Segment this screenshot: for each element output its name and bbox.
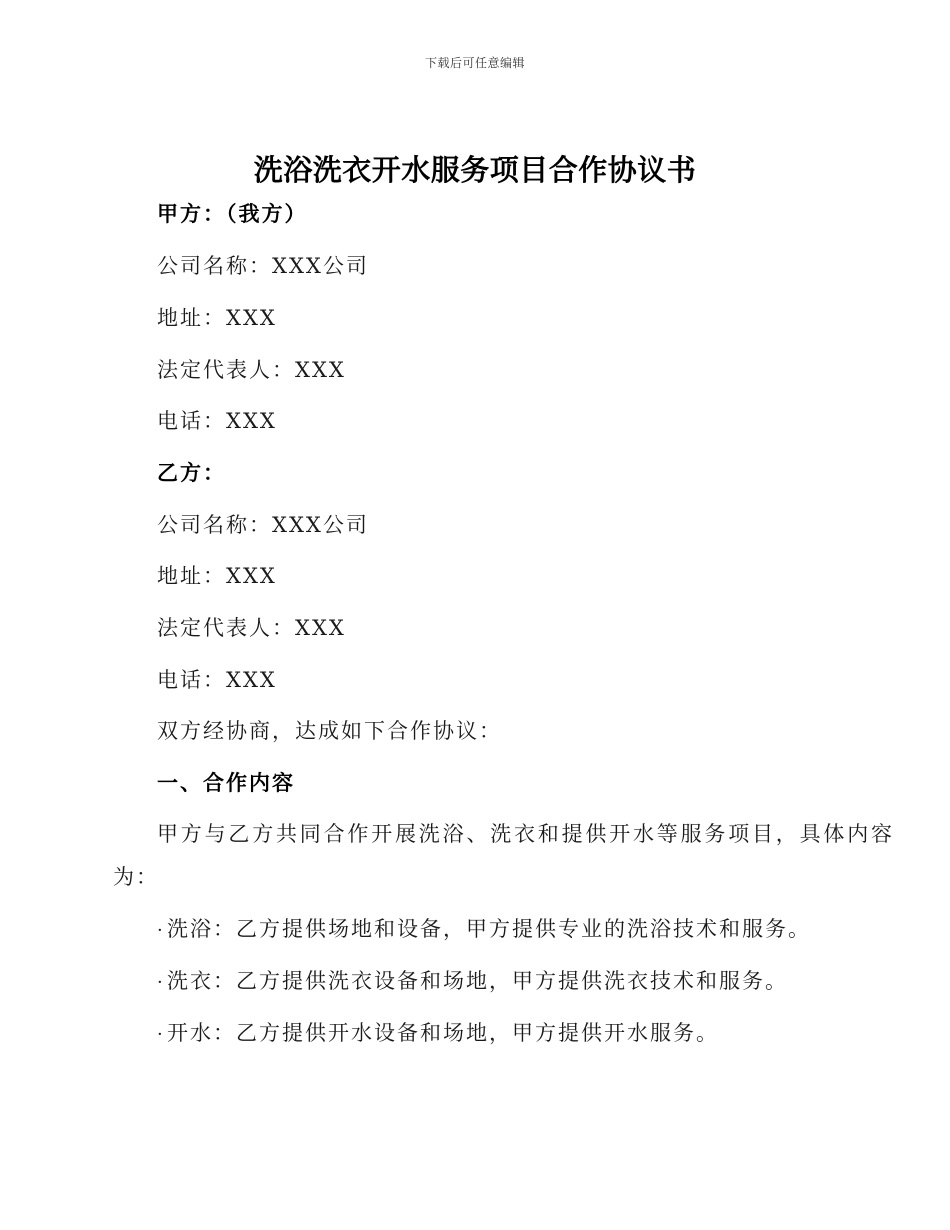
- list-item: [157, 1017, 719, 1047]
- party-b-phone: 电话：XXX: [157, 668, 277, 692]
- bullet-icon: ·: [157, 972, 165, 993]
- party-b-legal-rep: 法定代表人：XXX: [157, 616, 346, 640]
- list-item-text: 洗浴：乙方提供场地和设备，甲方提供专业的洗浴技术和服务。: [167, 917, 811, 941]
- agreement-intro: 双方经协商，达成如下合作协议：: [157, 719, 502, 743]
- section-heading: 一、合作内容: [157, 771, 295, 795]
- party-a-company-name: 公司名称：XXX公司: [157, 254, 369, 278]
- document-title: 洗浴洗衣开水服务项目合作协议书: [253, 153, 697, 187]
- list-item: [157, 913, 811, 943]
- bullet-icon: ·: [157, 1024, 165, 1045]
- party-a-address: 地址：XXX: [157, 306, 277, 330]
- party-b-company-name: 公司名称：XXX公司: [157, 513, 369, 537]
- party-b-address: 地址：XXX: [157, 564, 277, 588]
- party-b-heading: 乙方：: [157, 461, 226, 485]
- section-paragraph-line-2: 为：: [113, 865, 159, 889]
- party-a-heading: 甲方：（我方）: [157, 202, 308, 226]
- header-note: 下载后可任意编辑: [424, 56, 525, 70]
- bullet-icon: ·: [157, 920, 165, 941]
- list-item: [157, 965, 788, 995]
- list-item-text: 洗衣：乙方提供洗衣设备和场地，甲方提供洗衣技术和服务。: [167, 969, 788, 993]
- party-a-phone: 电话：XXX: [157, 409, 277, 433]
- party-a-legal-rep: 法定代表人：XXX: [157, 358, 346, 382]
- list-item-text: 开水：乙方提供开水设备和场地，甲方提供开水服务。: [167, 1021, 719, 1045]
- section-paragraph-line-1: 甲方与乙方共同合作开展洗浴、洗衣和提供开水等服务项目，具体内容: [157, 822, 895, 846]
